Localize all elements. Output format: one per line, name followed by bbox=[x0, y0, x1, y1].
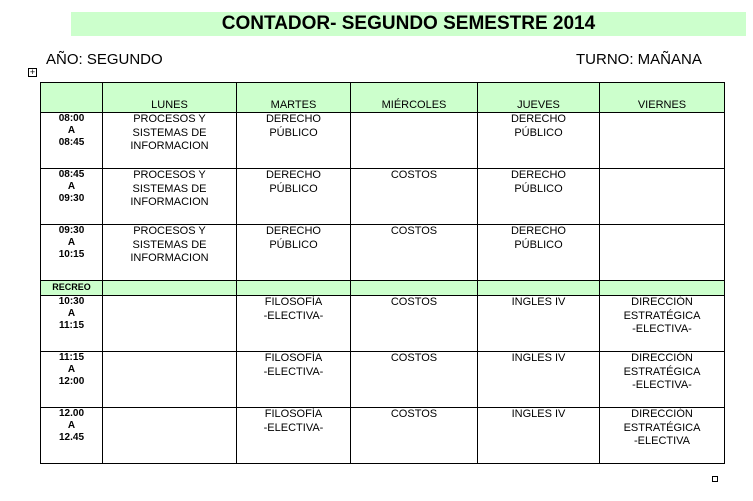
day-label: JUEVES bbox=[517, 99, 560, 111]
class-cell[interactable] bbox=[237, 408, 351, 464]
cell-text-line: FILOSOFÍA bbox=[264, 408, 323, 420]
schedule-table bbox=[40, 82, 725, 464]
time-slot-row bbox=[41, 352, 725, 408]
day-label: MIÉRCOLES bbox=[381, 99, 447, 111]
header-day-cell[interactable] bbox=[351, 83, 478, 113]
cell-text-line: 10:15 bbox=[58, 249, 85, 260]
cell-text-line: -ELECTIVA- bbox=[263, 421, 324, 434]
day-label: LUNES bbox=[151, 99, 188, 111]
cell-text-line: DIRECCIÓN bbox=[631, 296, 693, 308]
time-cell[interactable] bbox=[41, 408, 103, 464]
class-cell[interactable] bbox=[351, 169, 478, 225]
class-cell[interactable] bbox=[351, 352, 478, 408]
recess-label[interactable]: RECREO bbox=[41, 281, 103, 296]
cell-text-line: 08:45 bbox=[58, 169, 85, 180]
cell-text-line: 10:30 bbox=[58, 296, 85, 307]
cell-text-line: SISTEMAS DE bbox=[132, 182, 207, 195]
time-slot-row bbox=[41, 408, 725, 464]
class-cell[interactable] bbox=[600, 113, 725, 169]
cell-text-line: INGLES IV bbox=[511, 408, 566, 420]
cell-text-line: PÚBLICO bbox=[269, 238, 318, 251]
cell-text-line: 08:45 bbox=[58, 137, 85, 148]
cell-text-line: -ELECTIVA bbox=[633, 435, 691, 447]
header-day-cell[interactable] bbox=[103, 83, 237, 113]
table-move-handle-icon[interactable]: + bbox=[29, 67, 36, 77]
class-cell[interactable] bbox=[237, 296, 351, 352]
day-label: VIERNES bbox=[637, 99, 687, 111]
page-title: CONTADOR- SEGUNDO SEMESTRE 2014 bbox=[71, 12, 746, 36]
class-cell[interactable] bbox=[478, 296, 600, 352]
class-cell[interactable] bbox=[351, 408, 478, 464]
class-cell[interactable] bbox=[103, 408, 237, 464]
cell-text-line: 09:30 bbox=[58, 225, 85, 236]
time-slot-row bbox=[41, 296, 725, 352]
year-label: AÑO: SEGUNDO bbox=[46, 51, 163, 68]
cell-text-line: FILOSOFÍA bbox=[264, 296, 323, 308]
class-cell[interactable] bbox=[237, 169, 351, 225]
cell-text-line: -ELECTIVA- bbox=[263, 309, 324, 322]
cell-text-line: 11:15 bbox=[58, 352, 85, 363]
class-cell[interactable] bbox=[600, 408, 725, 464]
time-cell[interactable] bbox=[41, 352, 103, 408]
cell-text-line: 12:00 bbox=[58, 376, 85, 387]
recess-cell[interactable] bbox=[600, 281, 725, 296]
cell-text-line: INFORMACION bbox=[130, 196, 209, 208]
recess-cell[interactable] bbox=[478, 281, 600, 296]
cell-text-line: ESTRATÉGICA bbox=[623, 421, 701, 434]
class-cell[interactable] bbox=[103, 169, 237, 225]
cell-text-line: PROCESOS Y bbox=[133, 113, 206, 125]
cell-text-line: 11:15 bbox=[58, 320, 85, 331]
cell-text-line: -ELECTIVA- bbox=[632, 379, 692, 391]
cell-text-line: 09:30 bbox=[58, 193, 85, 204]
cell-text-line: DIRECCIÓN bbox=[631, 408, 693, 420]
cell-text-line: DERECHO bbox=[265, 225, 321, 237]
cell-text-line: SISTEMAS DE bbox=[132, 238, 207, 251]
time-cell[interactable] bbox=[41, 296, 103, 352]
cell-text-line: DERECHO bbox=[265, 113, 321, 125]
cell-text-line: ESTRATÉGICA bbox=[623, 309, 701, 322]
time-slot-row bbox=[41, 169, 725, 225]
day-label: MARTES bbox=[270, 99, 317, 111]
time-slot-row bbox=[41, 113, 725, 169]
cell-text-line: INFORMACION bbox=[130, 252, 209, 264]
cell-text-line: COSTOS bbox=[390, 352, 438, 364]
cell-text-line: A bbox=[67, 181, 76, 192]
cell-text-line: DERECHO bbox=[510, 169, 566, 181]
class-cell[interactable] bbox=[478, 352, 600, 408]
cell-text-line: 12.45 bbox=[58, 432, 85, 443]
cell-text-line: FILOSOFÍA bbox=[264, 352, 323, 364]
time-cell[interactable] bbox=[41, 113, 103, 169]
cell-text-line: DERECHO bbox=[510, 113, 566, 125]
cell-text-line: INFORMACION bbox=[130, 140, 209, 152]
cell-text-line: DERECHO bbox=[510, 225, 566, 237]
cell-text-line: A bbox=[67, 308, 76, 319]
cell-text-line: PROCESOS Y bbox=[133, 169, 206, 181]
recess-cell[interactable] bbox=[237, 281, 351, 296]
cell-text-line: PÚBLICO bbox=[269, 126, 318, 139]
class-cell[interactable] bbox=[478, 169, 600, 225]
header-row bbox=[41, 83, 725, 113]
class-cell[interactable] bbox=[237, 352, 351, 408]
class-cell[interactable] bbox=[237, 225, 351, 281]
class-cell[interactable] bbox=[237, 113, 351, 169]
class-cell[interactable] bbox=[600, 352, 725, 408]
shift-label: TURNO: MAÑANA bbox=[576, 51, 702, 68]
cell-text-line: PROCESOS Y bbox=[133, 225, 206, 237]
time-cell[interactable] bbox=[41, 169, 103, 225]
cell-text-line: -ELECTIVA- bbox=[263, 365, 324, 378]
header-corner-cell[interactable] bbox=[41, 83, 103, 113]
time-cell[interactable] bbox=[41, 225, 103, 281]
class-cell[interactable] bbox=[478, 113, 600, 169]
cell-text-line: COSTOS bbox=[390, 408, 438, 420]
header-day-cell[interactable] bbox=[478, 83, 600, 113]
recess-row bbox=[41, 281, 725, 296]
header-day-cell[interactable] bbox=[600, 83, 725, 113]
table-resize-handle-icon[interactable] bbox=[712, 476, 718, 482]
cell-text-line: A bbox=[67, 364, 76, 375]
cell-text-line: DIRECCIÓN bbox=[631, 352, 693, 364]
class-cell[interactable] bbox=[478, 408, 600, 464]
recess-cell[interactable] bbox=[351, 281, 478, 296]
cell-text-line: A bbox=[67, 237, 76, 248]
cell-text-line: COSTOS bbox=[390, 225, 438, 237]
class-cell[interactable] bbox=[600, 296, 725, 352]
class-cell[interactable] bbox=[600, 225, 725, 281]
cell-text-line: PÚBLICO bbox=[514, 126, 563, 139]
class-cell[interactable] bbox=[103, 113, 237, 169]
class-cell[interactable] bbox=[103, 296, 237, 352]
cell-text-line: DERECHO bbox=[265, 169, 321, 181]
schedule-body bbox=[41, 83, 725, 464]
class-cell[interactable] bbox=[351, 113, 478, 169]
cell-text-line: PÚBLICO bbox=[514, 238, 563, 251]
header-day-cell[interactable] bbox=[237, 83, 351, 113]
class-cell[interactable] bbox=[103, 225, 237, 281]
class-cell[interactable] bbox=[103, 352, 237, 408]
recess-cell[interactable] bbox=[103, 281, 237, 296]
time-slot-row bbox=[41, 225, 725, 281]
cell-text-line: A bbox=[67, 420, 76, 431]
class-cell[interactable] bbox=[351, 225, 478, 281]
cell-text-line: -ELECTIVA- bbox=[632, 323, 692, 335]
class-cell[interactable] bbox=[478, 225, 600, 281]
cell-text-line: COSTOS bbox=[390, 296, 438, 308]
cell-text-line: COSTOS bbox=[390, 169, 438, 181]
cell-text-line: SISTEMAS DE bbox=[132, 126, 207, 139]
cell-text-line: PÚBLICO bbox=[269, 182, 318, 195]
cell-text-line: A bbox=[67, 125, 76, 136]
cell-text-line: 12.00 bbox=[58, 408, 85, 419]
class-cell[interactable] bbox=[351, 296, 478, 352]
cell-text-line: INGLES IV bbox=[511, 296, 566, 308]
class-cell[interactable] bbox=[600, 169, 725, 225]
cell-text-line: ESTRATÉGICA bbox=[623, 365, 701, 378]
cell-text-line: PÚBLICO bbox=[514, 182, 563, 195]
cell-text-line: 08:00 bbox=[58, 113, 85, 124]
cell-text-line: INGLES IV bbox=[511, 352, 566, 364]
